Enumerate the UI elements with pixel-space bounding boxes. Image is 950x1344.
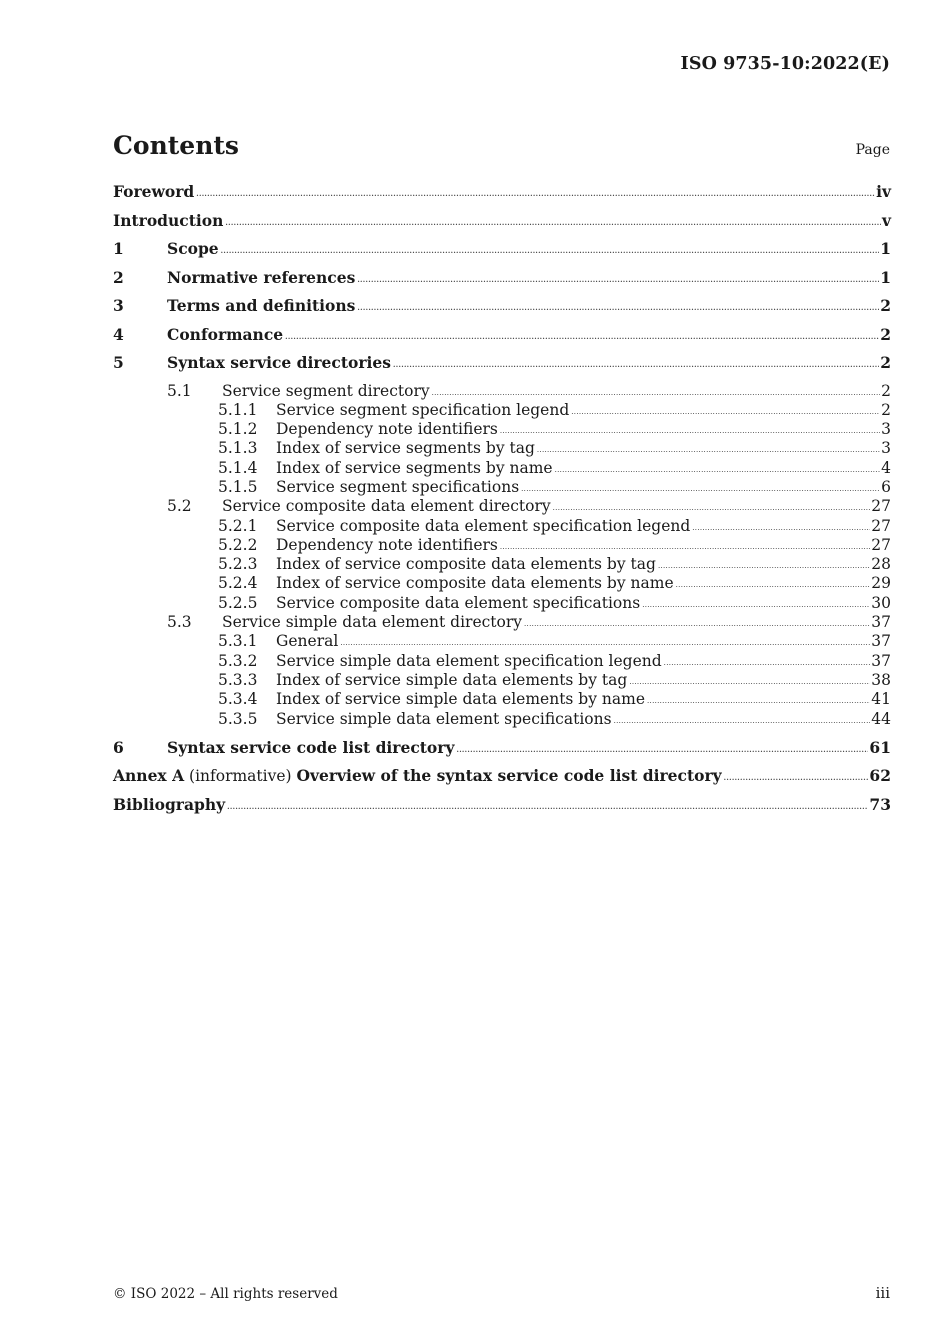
toc-entry-title: Dependency note identifiers [276, 535, 498, 554]
toc-entry-number: 5.3 [167, 613, 192, 632]
toc-entry-title: Service simple data element specification legend [276, 651, 662, 670]
dot-leader [571, 408, 880, 416]
toc-entry[interactable] [113, 594, 891, 613]
toc-entry-page: 37 [871, 651, 891, 670]
toc-entry-number: 5.2.2 [218, 535, 258, 554]
contents-title: Contents [113, 131, 240, 160]
toc-entry[interactable] [113, 652, 891, 671]
toc-entry-number: 6 [113, 737, 124, 757]
toc-entry-number: 3 [113, 296, 124, 315]
toc-entry[interactable] [113, 459, 891, 478]
page-column-label: Page [855, 142, 890, 158]
toc-entry[interactable] [113, 268, 891, 297]
footer-copyright: © ISO 2022 – All rights reserved [113, 1286, 338, 1302]
dot-leader [537, 446, 880, 454]
toc-entry[interactable] [113, 795, 891, 824]
dot-leader [393, 360, 879, 369]
toc-entry[interactable] [113, 382, 891, 401]
toc-entry-title: Service simple data element directory [222, 613, 523, 632]
toc-entry-title: Index of service composite data elements by tag [276, 555, 656, 574]
toc-entry[interactable] [113, 325, 891, 354]
toc-entry-title: Syntax service directories [167, 353, 391, 372]
annex-title: Overview of the syntax service code list directory [296, 766, 722, 786]
dot-leader [676, 581, 871, 589]
toc-entry-number: 5.1.4 [218, 458, 258, 477]
dot-leader [658, 562, 870, 570]
dot-leader [692, 524, 870, 532]
toc-entry-page: 2 [880, 353, 891, 372]
toc-entry-title: Bibliography [113, 794, 226, 814]
toc-entry-number: 5.2.1 [218, 516, 258, 535]
toc-entry-title: Index of service segments by tag [276, 439, 535, 458]
dot-leader [221, 246, 880, 255]
dot-leader [642, 601, 870, 609]
toc-entry[interactable] [113, 478, 891, 497]
toc-entry-title: Normative references [167, 267, 356, 287]
toc-entry[interactable] [113, 536, 891, 555]
toc-entry-title: Index of service simple data elements by name [276, 690, 646, 709]
toc-entry-number: 5.1 [167, 381, 192, 400]
toc-entry-page: 3 [881, 420, 891, 439]
dot-leader [724, 773, 869, 782]
toc-entry-number: 5.1.1 [218, 400, 258, 419]
toc-entry-number: 2 [113, 267, 124, 287]
toc-entry-page: 29 [871, 574, 891, 593]
dot-leader [524, 620, 870, 628]
annex-label: Annex A [113, 766, 185, 786]
toc-entry[interactable] [113, 738, 891, 767]
toc-entry-number: 4 [113, 324, 124, 344]
toc-entry[interactable] [113, 690, 891, 709]
toc-entry-title: Index of service simple data elements by tag [276, 670, 628, 689]
dot-leader [196, 189, 875, 198]
toc-entry-number: 5.2.3 [218, 555, 258, 574]
dot-leader [456, 745, 868, 754]
dot-leader [664, 659, 871, 667]
dot-leader [357, 303, 879, 312]
toc-entry-page: 6 [881, 477, 891, 496]
toc-entry-title: Service composite data element directory [222, 497, 551, 516]
toc-entry[interactable] [113, 766, 891, 795]
toc-entry-title: Service composite data element specifications [276, 593, 641, 612]
toc-entry[interactable] [113, 182, 891, 211]
toc-entry-page: 4 [881, 458, 891, 477]
toc-entry-title: Service segment specification legend [276, 400, 570, 419]
toc-entry-number: 5.2.5 [218, 593, 258, 612]
toc-entry-page: 44 [871, 709, 891, 728]
toc-entry-page: 2 [880, 296, 891, 315]
toc-entry-page: 62 [869, 766, 891, 786]
toc-entry-page: 2 [881, 381, 891, 400]
toc-entry-number: 5.1.2 [218, 420, 258, 439]
table-of-contents [113, 182, 891, 823]
dot-leader [340, 639, 870, 647]
dot-leader [521, 485, 880, 493]
toc-entry-page: 27 [871, 535, 891, 554]
toc-entry[interactable] [113, 517, 891, 536]
toc-entry-number: 5.3.5 [218, 709, 258, 728]
footer-page-number: iii [875, 1284, 890, 1302]
toc-entry[interactable] [113, 710, 891, 729]
toc-entry[interactable] [113, 497, 891, 516]
toc-entry[interactable] [113, 574, 891, 593]
dot-leader [500, 427, 880, 435]
toc-entry[interactable] [113, 296, 891, 325]
document-id: ISO 9735-10:2022(E) [680, 54, 890, 74]
toc-entry-page: 27 [871, 497, 891, 516]
toc-entry[interactable] [113, 353, 891, 382]
dot-leader [647, 697, 870, 705]
toc-entry[interactable] [113, 632, 891, 651]
toc-entry-number: 5.1.5 [218, 477, 258, 496]
toc-entry-page: 61 [869, 737, 891, 757]
toc-entry-page: 1 [880, 267, 891, 287]
toc-entry-title: Service simple data element specifications [276, 709, 612, 728]
dot-leader [227, 802, 868, 811]
toc-entry[interactable] [113, 613, 891, 632]
dot-leader [500, 543, 870, 551]
toc-entry-number: 5.3.1 [218, 632, 258, 651]
toc-entry-page: 2 [880, 324, 891, 344]
dot-leader [553, 504, 871, 512]
toc-entry-number: 5.1.3 [218, 439, 258, 458]
dot-leader [357, 275, 879, 284]
toc-entry[interactable] [113, 420, 891, 439]
toc-entry-page: 2 [881, 400, 891, 419]
toc-entry[interactable] [113, 239, 891, 268]
toc-entry[interactable] [113, 439, 891, 458]
toc-entry-page: 1 [880, 239, 891, 258]
toc-entry-page: 37 [871, 613, 891, 632]
toc-entry-title: Syntax service code list directory [167, 737, 455, 757]
toc-entry[interactable] [113, 211, 891, 240]
toc-entry-number: 5 [113, 353, 124, 372]
toc-entry[interactable] [113, 555, 891, 574]
toc-entry-number: 5.3.3 [218, 670, 258, 689]
dot-leader [614, 717, 871, 725]
toc-entry-number: 5.3.2 [218, 651, 258, 670]
toc-entry-number: 5.2 [167, 497, 192, 516]
toc-entry-page: 38 [871, 670, 891, 689]
dot-leader [225, 218, 881, 227]
toc-entry-page: iv [876, 182, 891, 201]
toc-entry-page: 3 [881, 439, 891, 458]
dot-leader [629, 678, 870, 686]
toc-entry-number: 5.3.4 [218, 690, 258, 709]
toc-entry-title: General [276, 632, 339, 651]
toc-entry-title [113, 766, 722, 785]
annex-type: (informative) [184, 767, 297, 786]
toc-entry-page: 28 [871, 555, 891, 574]
toc-entry[interactable] [113, 671, 891, 690]
toc-entry-page: v [881, 210, 891, 230]
toc-entry[interactable] [113, 401, 891, 420]
toc-entry-number: 1 [113, 239, 124, 258]
toc-entry-title: Service composite data element specification legend [276, 516, 691, 535]
toc-entry-number: 5.2.4 [218, 574, 258, 593]
toc-entry-title: Service segment specifications [276, 477, 520, 496]
toc-entry-title: Index of service composite data elements by name [276, 574, 674, 593]
toc-entry-title: Index of service segments by name [276, 458, 553, 477]
toc-entry-title: Service segment directory [222, 381, 430, 400]
toc-entry-title: Scope [167, 239, 219, 258]
toc-entry-title: Conformance [167, 324, 284, 344]
toc-entry-title: Dependency note identifiers [276, 420, 498, 439]
toc-entry-title: Foreword [113, 182, 195, 201]
toc-entry-page: 73 [869, 794, 891, 814]
dot-leader [555, 466, 881, 474]
toc-entry-page: 37 [871, 632, 891, 651]
toc-entry-title: Introduction [113, 210, 224, 230]
toc-entry-page: 27 [871, 516, 891, 535]
dot-leader [432, 389, 881, 397]
toc-entry-title: Terms and definitions [167, 296, 356, 315]
toc-entry-page: 30 [871, 593, 891, 612]
dot-leader [285, 332, 879, 341]
toc-entry-page: 41 [871, 690, 891, 709]
